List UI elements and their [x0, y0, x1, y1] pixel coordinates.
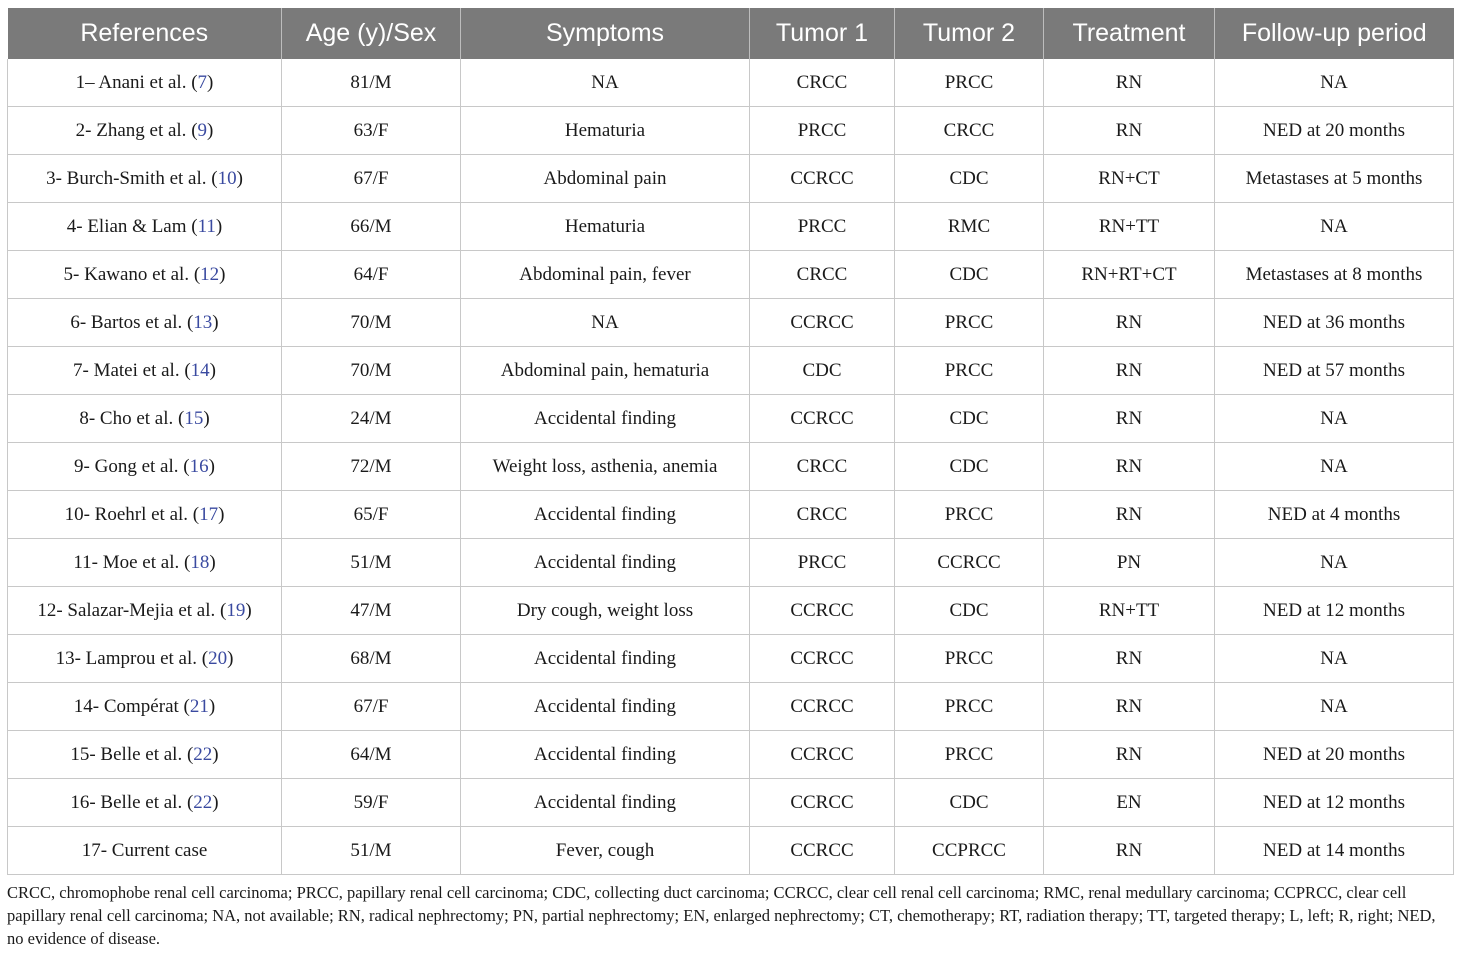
citation-link[interactable]: 12	[200, 263, 220, 285]
reference-text: 8- Cho et al.	[79, 407, 174, 429]
table-row	[8, 731, 1454, 779]
cell-reference: 12- Salazar-Mejia et al. (19)	[8, 587, 282, 635]
cell-tumor-1: CDC	[750, 347, 895, 395]
cell-tumor-1: CCRCC	[750, 155, 895, 203]
cell-symptoms: Hematuria	[461, 107, 750, 155]
citation-link[interactable]: 11	[197, 215, 216, 237]
cell-tumor-2: CCRCC	[895, 539, 1044, 587]
citation-link[interactable]: 17	[199, 503, 219, 525]
cell-tumor-2: CDC	[895, 155, 1044, 203]
cell-tumor-2: PRCC	[895, 635, 1044, 683]
cell-tumor-2: PRCC	[895, 491, 1044, 539]
cell-symptoms: Accidental finding	[461, 635, 750, 683]
cell-tumor-2: PRCC	[895, 347, 1044, 395]
cell-tumor-1: CCRCC	[750, 587, 895, 635]
cell-tumor-1: CCRCC	[750, 395, 895, 443]
reference-text: 14- Compérat	[73, 695, 179, 717]
cell-age-sex: 51/M	[282, 827, 461, 875]
citation-link[interactable]: 22	[193, 743, 213, 765]
cell-symptoms: Dry cough, weight loss	[461, 587, 750, 635]
cell-tumor-2: PRCC	[895, 59, 1044, 107]
citation-link[interactable]: 9	[197, 119, 208, 141]
cell-tumor-1: CCRCC	[750, 683, 895, 731]
cell-follow-up: NED at 57 months	[1215, 347, 1454, 395]
cell-follow-up: NED at 14 months	[1215, 827, 1454, 875]
cell-reference: 15- Belle et al. (22)	[8, 731, 282, 779]
cell-treatment: RN	[1044, 299, 1215, 347]
cell-reference: 13- Lamprou et al. (20)	[8, 635, 282, 683]
citation-link[interactable]: 7	[197, 71, 208, 93]
reference-text: 3- Burch-Smith et al.	[46, 167, 207, 189]
table-row	[8, 779, 1454, 827]
cell-follow-up: NA	[1215, 59, 1454, 107]
header-follow-up: Follow-up period	[1215, 8, 1454, 59]
reference-text: 11- Moe et al.	[73, 551, 180, 573]
citation-link[interactable]: 15	[184, 407, 204, 429]
cell-follow-up: NED at 12 months	[1215, 779, 1454, 827]
cell-reference: 14- Compérat (21)	[8, 683, 282, 731]
cell-reference: 4- Elian & Lam (11)	[8, 203, 282, 251]
cell-reference	[8, 827, 282, 875]
cell-treatment: RN	[1044, 683, 1215, 731]
table-row	[8, 395, 1454, 443]
cell-follow-up: NED at 20 months	[1215, 107, 1454, 155]
cell-follow-up: Metastases at 5 months	[1215, 155, 1454, 203]
cell-follow-up: NED at 12 months	[1215, 587, 1454, 635]
cell-follow-up: NA	[1215, 683, 1454, 731]
header-age-sex: Age (y)/Sex	[282, 8, 461, 59]
cell-treatment: RN	[1044, 59, 1215, 107]
reference-text: 17- Current case	[81, 839, 208, 861]
table-row	[8, 491, 1454, 539]
cell-tumor-1: CRCC	[750, 59, 895, 107]
cell-treatment: RN	[1044, 491, 1215, 539]
cell-symptoms: Accidental finding	[461, 491, 750, 539]
cell-symptoms: Abdominal pain, fever	[461, 251, 750, 299]
cell-symptoms: Accidental finding	[461, 683, 750, 731]
cell-age-sex: 64/F	[282, 251, 461, 299]
header-references: References	[8, 8, 282, 59]
cell-age-sex: 66/M	[282, 203, 461, 251]
header-row	[8, 8, 1454, 59]
cell-symptoms: Abdominal pain, hematuria	[461, 347, 750, 395]
table-row	[8, 203, 1454, 251]
cell-reference: 11- Moe et al. (18)	[8, 539, 282, 587]
cell-treatment: PN	[1044, 539, 1215, 587]
cell-age-sex: 67/F	[282, 155, 461, 203]
cell-treatment: RN	[1044, 635, 1215, 683]
table-container	[7, 8, 1453, 950]
cell-age-sex: 64/M	[282, 731, 461, 779]
cell-treatment: EN	[1044, 779, 1215, 827]
cell-age-sex: 67/F	[282, 683, 461, 731]
citation-link[interactable]: 13	[193, 311, 213, 333]
cell-symptoms: NA	[461, 59, 750, 107]
cell-treatment: RN	[1044, 107, 1215, 155]
cell-tumor-1: CCRCC	[750, 827, 895, 875]
cell-tumor-2: CDC	[895, 395, 1044, 443]
cell-follow-up: NA	[1215, 539, 1454, 587]
cell-treatment: RN	[1044, 395, 1215, 443]
citation-link[interactable]: 18	[190, 551, 210, 573]
cell-tumor-1: CRCC	[750, 491, 895, 539]
table-row	[8, 443, 1454, 491]
reference-text: 2- Zhang et al.	[75, 119, 187, 141]
table-row	[8, 107, 1454, 155]
header-tumor-2: Tumor 2	[895, 8, 1044, 59]
cell-age-sex: 51/M	[282, 539, 461, 587]
table-row	[8, 347, 1454, 395]
cell-age-sex: 70/M	[282, 299, 461, 347]
cell-symptoms: Abdominal pain	[461, 155, 750, 203]
cell-tumor-1: CCRCC	[750, 779, 895, 827]
table-body	[8, 59, 1454, 875]
citation-link[interactable]: 16	[189, 455, 209, 477]
table-row	[8, 299, 1454, 347]
cell-tumor-1: CRCC	[750, 251, 895, 299]
cell-age-sex: 65/F	[282, 491, 461, 539]
header-treatment: Treatment	[1044, 8, 1215, 59]
cell-symptoms: Accidental finding	[461, 779, 750, 827]
cell-reference: 2- Zhang et al. (9)	[8, 107, 282, 155]
cell-tumor-2: PRCC	[895, 683, 1044, 731]
table-row	[8, 251, 1454, 299]
table-header	[8, 8, 1454, 59]
cell-symptoms: Accidental finding	[461, 731, 750, 779]
cell-symptoms: Weight loss, asthenia, anemia	[461, 443, 750, 491]
cell-tumor-2: CDC	[895, 587, 1044, 635]
cell-age-sex: 81/M	[282, 59, 461, 107]
cell-symptoms: Accidental finding	[461, 395, 750, 443]
cell-tumor-2: CDC	[895, 251, 1044, 299]
cell-treatment: RN	[1044, 443, 1215, 491]
table-row	[8, 59, 1454, 107]
reference-text: 13- Lamprou et al.	[55, 647, 197, 669]
cell-tumor-1: CCRCC	[750, 299, 895, 347]
citation-link[interactable]: 10	[217, 167, 237, 189]
cell-reference: 10- Roehrl et al. (17)	[8, 491, 282, 539]
cell-reference: 9- Gong et al. (16)	[8, 443, 282, 491]
cell-follow-up: NED at 20 months	[1215, 731, 1454, 779]
table-row	[8, 539, 1454, 587]
cell-reference: 6- Bartos et al. (13)	[8, 299, 282, 347]
cell-age-sex: 63/F	[282, 107, 461, 155]
reference-text: 16- Belle et al.	[70, 791, 183, 813]
cell-treatment: RN	[1044, 827, 1215, 875]
cell-reference: 3- Burch-Smith et al. (10)	[8, 155, 282, 203]
cell-tumor-1: PRCC	[750, 203, 895, 251]
citation-link[interactable]: 20	[208, 647, 228, 669]
table-footnote: CRCC, chromophobe renal cell carcinoma; PRCC, papillary renal cell carcinoma; CDC, collecting duct carcinoma; CCRCC, clear cell renal cell carcinoma; RMC, renal medullary carcinoma; CCPRCC, clear cell papillary renal cell carcinoma; NA, not available; RN, radical nephrectomy; PN, partial nephrectomy; EN, enlarged nephrectomy; CT, chemotherapy; RT, radiation therapy; TT, targeted therapy; L, left; R, right; NED, no evidence of disease.	[7, 883, 1436, 948]
cell-tumor-1: CRCC	[750, 443, 895, 491]
header-tumor-1: Tumor 1	[750, 8, 895, 59]
cell-tumor-2: CDC	[895, 443, 1044, 491]
cell-follow-up: NED at 4 months	[1215, 491, 1454, 539]
reference-text: 7- Matei et al.	[73, 359, 180, 381]
cell-treatment: RN+TT	[1044, 587, 1215, 635]
cell-follow-up: NED at 36 months	[1215, 299, 1454, 347]
cell-symptoms: NA	[461, 299, 750, 347]
reference-text: 12- Salazar-Mejia et al.	[37, 599, 216, 621]
reference-text: 6- Bartos et al.	[70, 311, 183, 333]
cell-reference: 1– Anani et al. (7)	[8, 59, 282, 107]
cell-tumor-1: PRCC	[750, 107, 895, 155]
citation-link[interactable]: 19	[226, 599, 246, 621]
citation-link[interactable]: 22	[193, 791, 213, 813]
cell-age-sex: 70/M	[282, 347, 461, 395]
cell-tumor-2: PRCC	[895, 299, 1044, 347]
table-row	[8, 683, 1454, 731]
cell-age-sex: 68/M	[282, 635, 461, 683]
cell-tumor-2: PRCC	[895, 731, 1044, 779]
reference-text: 1– Anani et al.	[75, 71, 187, 93]
table-row	[8, 587, 1454, 635]
cell-reference: 5- Kawano et al. (12)	[8, 251, 282, 299]
table-row	[8, 635, 1454, 683]
cell-age-sex: 72/M	[282, 443, 461, 491]
cell-tumor-1: PRCC	[750, 539, 895, 587]
cell-follow-up: NA	[1215, 395, 1454, 443]
cell-symptoms: Accidental finding	[461, 539, 750, 587]
reference-text: 5- Kawano et al.	[63, 263, 190, 285]
cell-reference: 7- Matei et al. (14)	[8, 347, 282, 395]
cell-tumor-1: CCRCC	[750, 731, 895, 779]
cell-treatment: RN+RT+CT	[1044, 251, 1215, 299]
cell-follow-up: Metastases at 8 months	[1215, 251, 1454, 299]
citation-link[interactable]: 14	[190, 359, 210, 381]
cell-follow-up: NA	[1215, 443, 1454, 491]
cell-follow-up: NA	[1215, 203, 1454, 251]
citation-link[interactable]: 21	[189, 695, 209, 717]
cell-treatment: RN+CT	[1044, 155, 1215, 203]
cell-age-sex: 47/M	[282, 587, 461, 635]
cell-tumor-2: CCPRCC	[895, 827, 1044, 875]
reference-text: 9- Gong et al.	[74, 455, 179, 477]
cell-reference: 8- Cho et al. (15)	[8, 395, 282, 443]
cell-treatment: RN	[1044, 731, 1215, 779]
cell-symptoms: Hematuria	[461, 203, 750, 251]
table-row	[8, 155, 1454, 203]
cell-follow-up: NA	[1215, 635, 1454, 683]
cell-age-sex: 24/M	[282, 395, 461, 443]
cell-tumor-2: CDC	[895, 779, 1044, 827]
cell-tumor-1: CCRCC	[750, 635, 895, 683]
cell-reference: 16- Belle et al. (22)	[8, 779, 282, 827]
reference-text: 4- Elian & Lam	[66, 215, 187, 237]
cell-symptoms: Fever, cough	[461, 827, 750, 875]
cell-treatment: RN	[1044, 347, 1215, 395]
cell-tumor-2: CRCC	[895, 107, 1044, 155]
reference-text: 15- Belle et al.	[70, 743, 183, 765]
cell-treatment: RN+TT	[1044, 203, 1215, 251]
table-row	[8, 827, 1454, 875]
reference-text: 10- Roehrl et al.	[64, 503, 189, 525]
header-symptoms: Symptoms	[461, 8, 750, 59]
cell-age-sex: 59/F	[282, 779, 461, 827]
case-table	[7, 8, 1454, 875]
cell-tumor-2: RMC	[895, 203, 1044, 251]
